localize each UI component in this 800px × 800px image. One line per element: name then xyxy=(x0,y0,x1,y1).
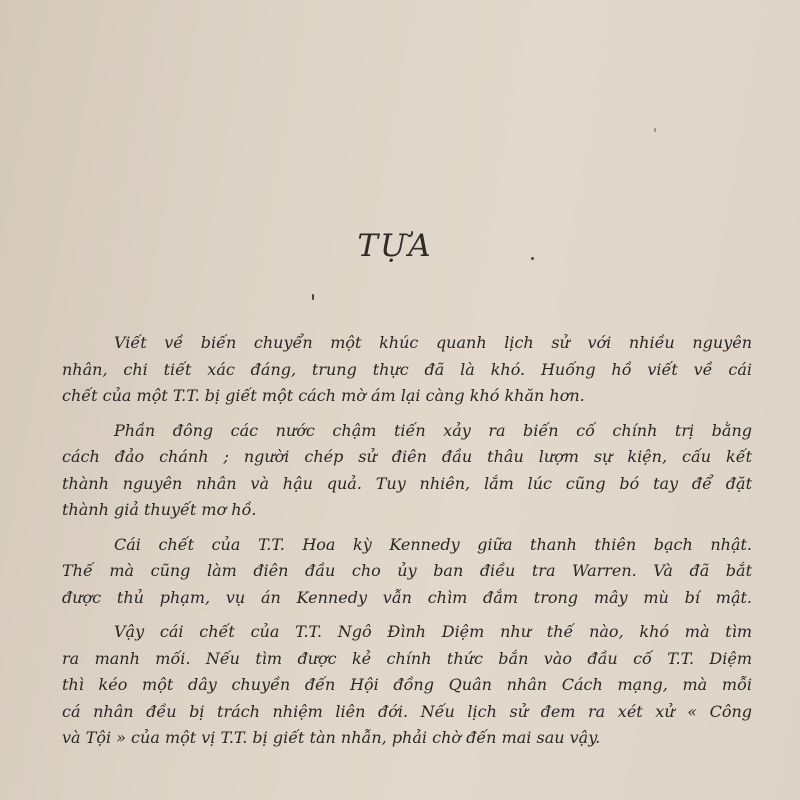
text-line: Phần đông các nước chậm tiến xảy ra biến cố chính trị bằng xyxy=(114,420,752,440)
text-line: và Tội » của một vị T.T. bị giết tàn nhẫn, phải chờ đến mai sau vậy. xyxy=(62,728,601,747)
text-line: được thủ phạm, vụ án Kennedy vẫn chìm đắm trong mây mù bí mật. xyxy=(62,587,752,607)
text-line: thành giả thuyết mơ hồ. xyxy=(62,500,257,519)
paragraph xyxy=(62,619,752,752)
paragraph xyxy=(62,330,752,410)
text-line: thành nguyên nhân và hậu quả. Tuy nhiên, lắm lúc cũng bó tay để đặt xyxy=(62,473,752,493)
text-line: chết của một T.T. bị giết một cách mờ ám lại càng khó khăn hơn. xyxy=(62,386,585,405)
page-title: TỰA xyxy=(357,228,433,264)
text-line: ra manh mối. Nếu tìm được kẻ chính thức bắn vào đầu cố T.T. Diệm xyxy=(62,648,752,668)
text-line: Vậy cái chết của T.T. Ngô Đình Diệm như thế nào, khó mà tìm xyxy=(114,622,752,641)
text-line: nhân, chi tiết xác đáng, trung thực đã là khó. Huống hồ viết về cái xyxy=(62,359,752,379)
ink-speck xyxy=(654,128,656,132)
text-line: thì kéo một dây chuyền đến Hội đồng Quân nhân Cách mạng, mà mỗi xyxy=(62,675,752,694)
text-line: Cái chết của T.T. Hoa kỳ Kennedy giữa thanh thiên bạch nhật. xyxy=(114,534,752,554)
ink-speck xyxy=(312,294,314,300)
text-line: Thế mà cũng làm điên đầu cho ủy ban điều tra Warren. Và đã bắt xyxy=(62,561,752,580)
paragraph xyxy=(62,532,752,612)
text-line: cá nhân đều bị trách nhiệm liên đới. Nếu lịch sử đem ra xét xử « Công xyxy=(62,701,752,721)
text-line: cách đảo chánh ; người chép sử điên đầu thâu lượm sự kiện, cấu kết xyxy=(62,447,752,466)
text-line: Viết về biến chuyển một khúc quanh lịch sử với nhiều nguyên xyxy=(114,333,752,352)
preface-body xyxy=(62,330,752,760)
paragraph xyxy=(62,418,752,524)
